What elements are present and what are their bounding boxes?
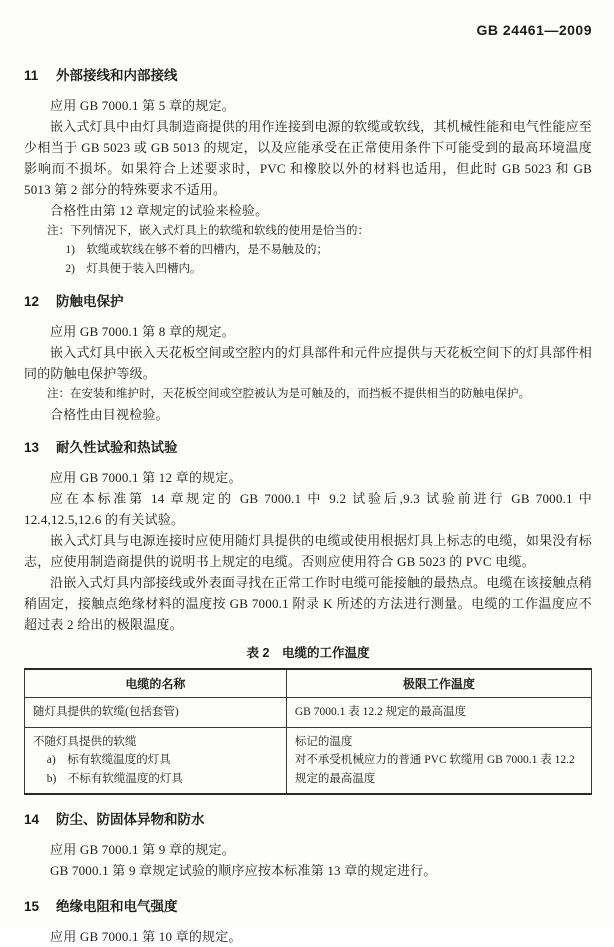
section-11-heading [24,66,592,86]
section-13-paragraph-1: 应用 GB 7000.1 第 12 章的规定。 [50,470,242,485]
table-header-row [25,669,592,698]
section-15-heading [24,897,592,917]
section-14-heading [24,810,592,830]
table-cell-line: 对不承受机械应力的普通 PVC 软缆用 GB 7000.1 表 12.2 [294,754,575,766]
table-row [25,698,592,728]
table-cell-line: 不随灯具提供的软缆 [33,735,137,748]
section-13-paragraph-3: 嵌入式灯具与电源连接时应使用随灯具提供的电缆或使用根据灯具上标志的电缆，如果没有标志，应使用制造商提供的说明书上规定的电缆。否则应使用符合 GB 5023 的 PVC 电缆。 [24,533,592,569]
section-11-title: 外部接线和内部接线 [56,68,178,83]
table-cell-line: a) 标有软缆温度的灯具 [46,754,171,766]
section-11-paragraph-3: 合格性由第 12 章规定的试验来检验。 [50,203,269,218]
table-cell-row2-limit-temp [286,727,591,794]
section-12-heading [24,292,592,312]
section-13-paragraph-4: 沿嵌入式灯具内部接线或外表面寻找在正常工作时电缆可能接触的最热点。电缆在该接触点稍稍固定，接触点绝缘材料的温度按 GB 7000.1 附录 K 所述的方法进行测量。电缆的工作温度应不超过表 2 给出的极限温度。 [24,575,592,632]
section-14-number: 14 [24,812,40,827]
section-11-note-item-1: 1) 软缆或软线在够不着的凹槽内，是不易触及的； [65,244,328,256]
section-13-number: 13 [24,440,40,455]
section-11-paragraph-2: 嵌入式灯具中由灯具制造商提供的用作连接到电源的软缆或软线，其机械性能和电气性能应至少相当于 GB 5023 或 GB 5013 的规定，以及应能承受在正常使用条件下可能受到的最高环境温度影响而不损坏。如果符合上述要求时，PVC 和橡胶以外的材料也适用，但此时 GB 5023 和 GB 5013 第 2 部分的特殊要求不适用。 [24,119,592,197]
section-12-number: 12 [24,294,40,309]
table-row [25,727,592,794]
table-cell-row1-cable-name: 随灯具提供的软缆(包括套管) [25,698,287,728]
section-13-title: 耐久性试验和热试验 [56,440,178,455]
section-12-paragraph-2: 嵌入式灯具中嵌入天花板空间或空腔内的灯具部件和元件应提供与天花板空间下的灯具部件相同的防触电保护等级。 [24,345,592,381]
table-cell-row2-cable-name [25,727,287,794]
table-header-limit-temperature: 极限工作温度 [286,669,591,698]
section-11-paragraph-1: 应用 GB 7000.1 第 5 章的规定。 [50,98,235,113]
table-2-cable-working-temperature [24,668,592,795]
section-14-title: 防尘、防固体异物和防水 [56,812,205,827]
section-15-number: 15 [24,899,40,914]
section-11-note-item-2: 2) 灯具便于装入凹槽内。 [65,263,202,275]
section-12-title: 防触电保护 [56,294,124,309]
table-header-cable-name: 电缆的名称 [25,669,287,698]
section-11-number: 11 [24,68,39,83]
table-cell-line: 标记的温度 [294,735,353,748]
table-cell-line: 规定的最高温度 [294,772,376,785]
table-cell-line: b) 不标有软缆温度的灯具 [46,772,183,785]
section-11-note: 注：下列情况下，嵌入式灯具上的软缆和软线的使用是恰当的： [47,225,369,237]
table-cell-row1-limit-temp: GB 7000.1 表 12.2 规定的最高温度 [286,698,591,728]
section-13-paragraph-2: 应在本标准第 14 章规定的 GB 7000.1 中 9.2 试验后,9.3 试验前进行 GB 7000.1 中 12.4,12.5,12.6 的有关试验。 [24,491,592,527]
section-14-paragraph-2: GB 7000.1 第 9 章规定试验的顺序应按本标准第 13 章的规定进行。 [50,863,437,878]
section-12-paragraph-3: 合格性由目视检验。 [50,407,169,422]
section-15-paragraph-1: 应用 GB 7000.1 第 10 章的规定。 [50,929,242,944]
standard-number: GB 24461—2009 [476,22,592,38]
table-2-caption: 表 2 电缆的工作温度 [246,646,370,660]
section-14-paragraph-1: 应用 GB 7000.1 第 9 章的规定。 [50,842,235,857]
section-15-title: 绝缘电阻和电气强度 [56,899,178,914]
section-13-heading [24,438,592,458]
section-12-paragraph-1: 应用 GB 7000.1 第 8 章的规定。 [50,324,235,339]
section-12-note: 注：在安装和维护时，天花板空间或空腔被认为是可触及的，而挡板不提供相当的防触电保护。 [47,388,530,400]
